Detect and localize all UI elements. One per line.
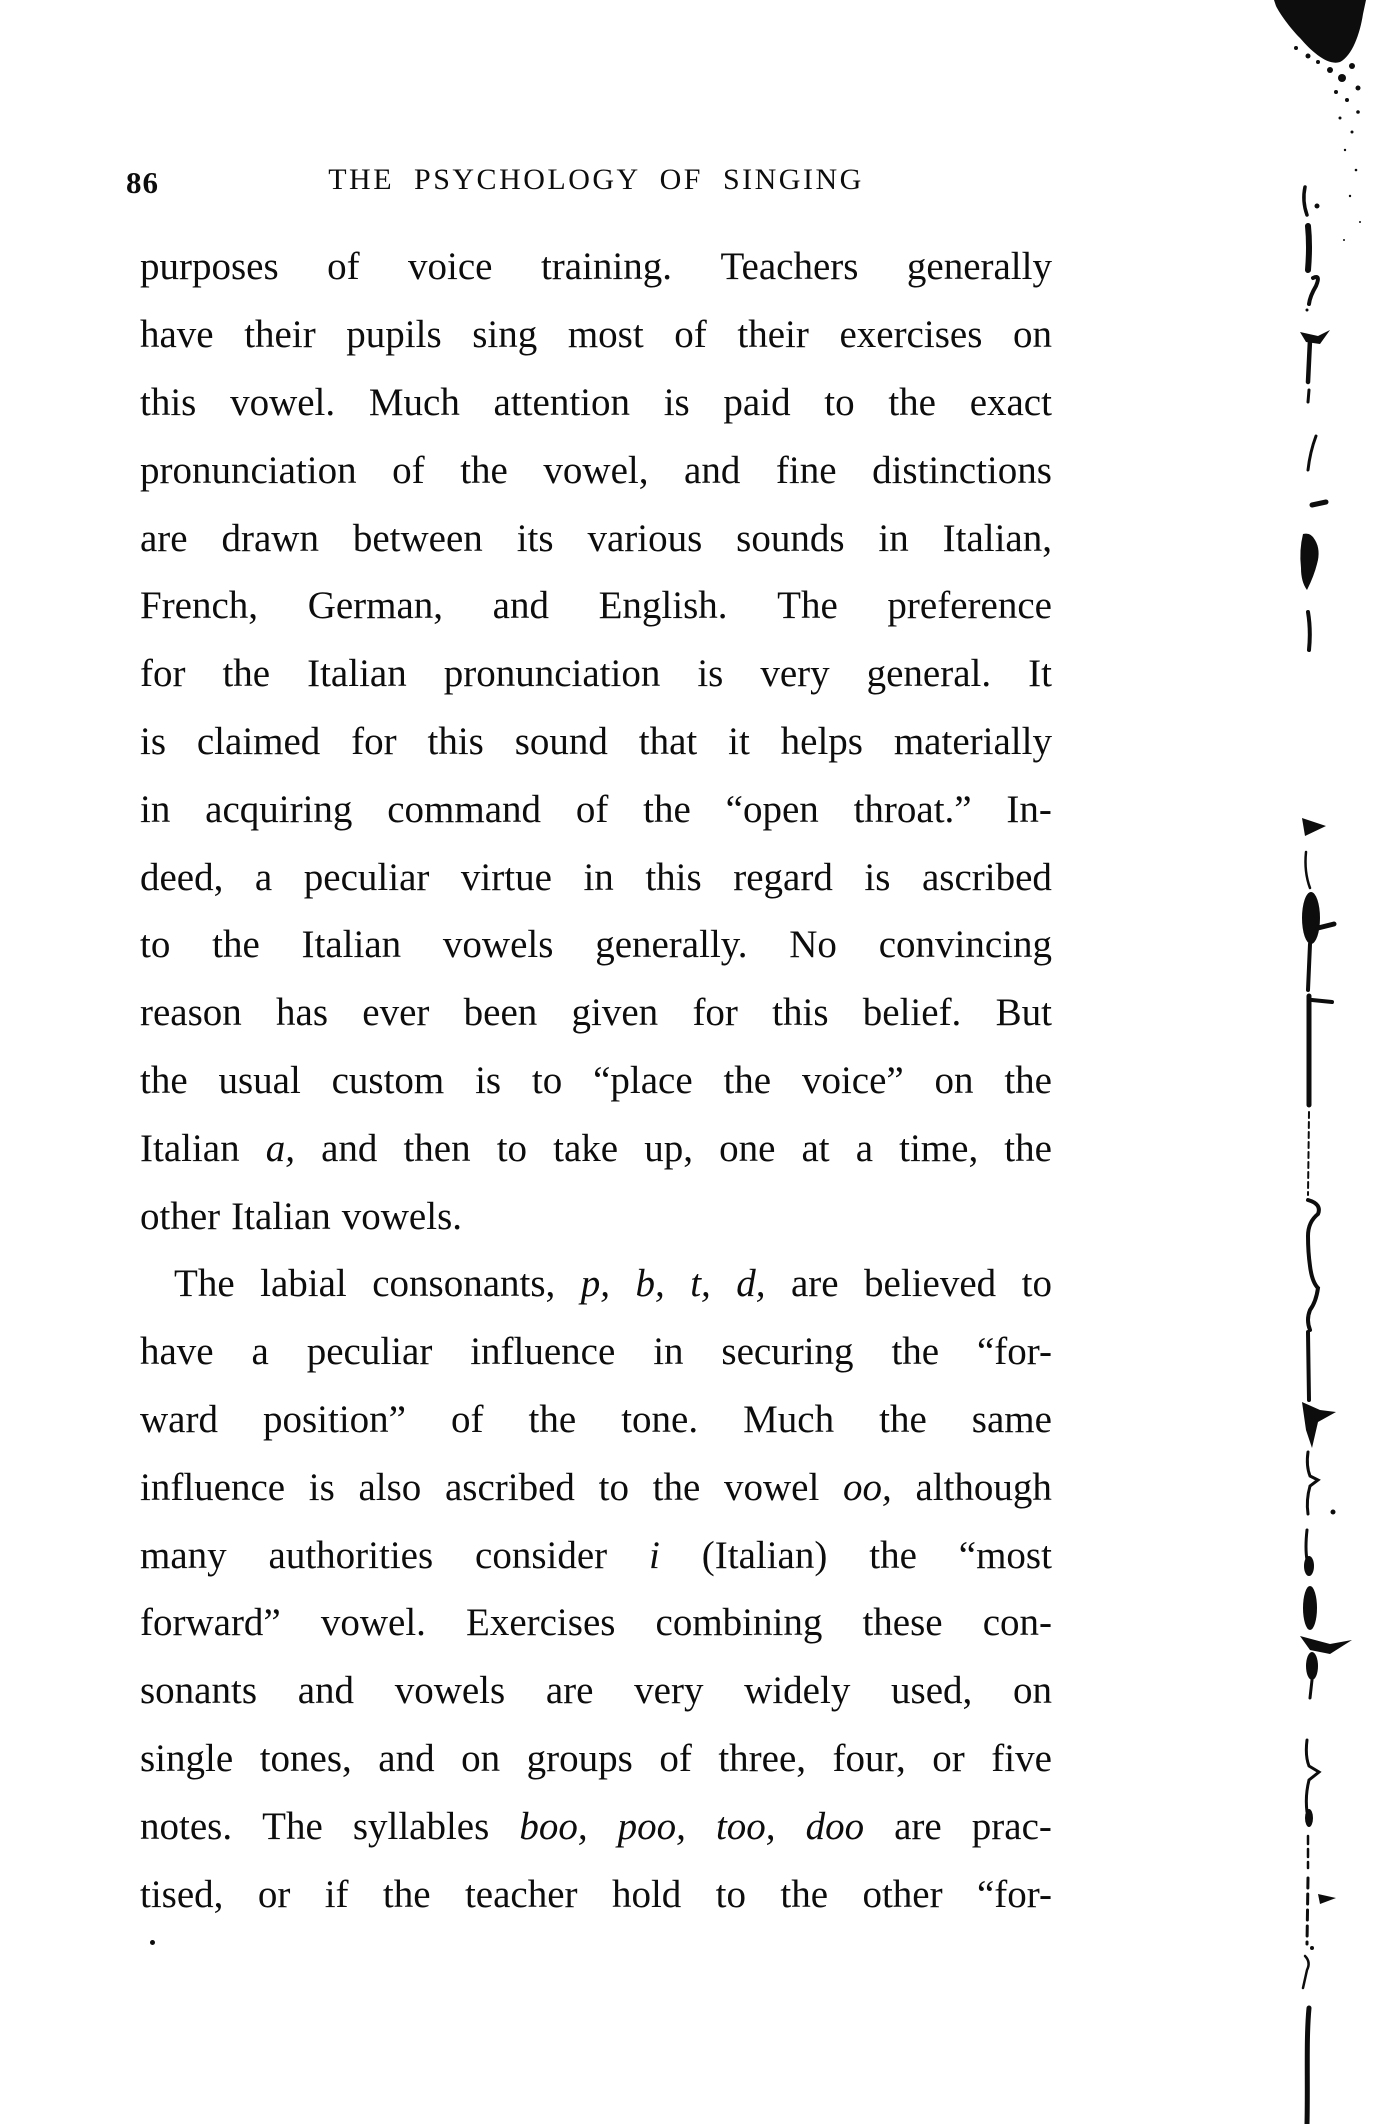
word: to: [824, 380, 855, 424]
text-line: [140, 572, 1052, 640]
word: vowel,: [543, 448, 649, 492]
word: peculiar: [303, 855, 430, 899]
word: have: [140, 1330, 214, 1374]
word: materially: [893, 719, 1052, 763]
word: tone.: [621, 1397, 699, 1441]
word: exact: [969, 380, 1052, 424]
word: time,: [899, 1126, 979, 1170]
stray-ink-dot: [150, 1940, 155, 1945]
word: general.: [866, 652, 992, 696]
word: “for-: [976, 1872, 1052, 1916]
word: purposes: [140, 245, 279, 289]
text-line: [140, 1182, 1052, 1250]
text-line: [140, 1318, 1052, 1386]
word: influence: [140, 1465, 286, 1509]
word: “place: [593, 1058, 693, 1102]
word: the: [891, 1330, 940, 1374]
page-corner-shadow: [1274, 0, 1366, 241]
word: been: [463, 991, 538, 1035]
word: is: [663, 380, 690, 424]
word: is: [864, 855, 891, 899]
word: the: [1004, 1058, 1052, 1102]
word: ascribed: [445, 1465, 575, 1509]
word: sounds: [736, 516, 845, 560]
word: five: [991, 1736, 1052, 1780]
word: consonants,: [372, 1262, 556, 1306]
word: are: [140, 516, 188, 560]
word: a: [254, 855, 273, 899]
word: pupils: [346, 313, 442, 357]
word: Much: [743, 1397, 835, 1441]
word: labial: [260, 1262, 347, 1306]
word: The: [262, 1804, 323, 1848]
word: combining: [655, 1601, 823, 1645]
word: Exercises: [466, 1601, 616, 1645]
word: sound: [514, 719, 608, 763]
word: the: [1004, 1126, 1052, 1170]
word: vowels.: [341, 1194, 463, 1238]
word: command: [387, 787, 542, 831]
word: notes.: [140, 1804, 233, 1848]
word: the: [723, 1058, 772, 1102]
word: voice: [408, 245, 493, 289]
word: to: [140, 923, 171, 967]
word: French,: [140, 584, 259, 628]
word: a: [855, 1126, 874, 1170]
word: of: [674, 313, 707, 357]
word: to: [1021, 1262, 1052, 1306]
word: are: [790, 1262, 839, 1306]
word: the: [780, 1872, 829, 1916]
word: the: [888, 380, 936, 424]
word: preference: [887, 584, 1052, 628]
word: this: [427, 719, 484, 763]
word: too,: [715, 1804, 776, 1848]
word: custom: [331, 1058, 445, 1102]
word: of: [659, 1736, 692, 1780]
word: prac-: [971, 1804, 1052, 1848]
margin-ink-line: [1300, 187, 1352, 2124]
word: same: [971, 1397, 1052, 1441]
word: the: [869, 1533, 917, 1577]
word: or: [932, 1736, 965, 1780]
word: is: [140, 719, 167, 763]
word: the: [652, 1465, 701, 1509]
word: is: [697, 652, 724, 696]
text-line: [140, 504, 1052, 572]
text-line: [140, 1453, 1052, 1521]
word: other: [140, 1194, 221, 1238]
word: at: [801, 1126, 830, 1170]
word: voice”: [801, 1058, 904, 1102]
word: up,: [644, 1126, 693, 1170]
word: Much: [368, 380, 460, 424]
word: con-: [982, 1601, 1052, 1645]
text-line: [140, 1521, 1052, 1589]
word: The: [174, 1262, 235, 1306]
word: of: [327, 245, 360, 289]
word: take: [553, 1126, 619, 1170]
word: although: [915, 1465, 1052, 1509]
word: very: [634, 1669, 704, 1713]
word: of: [575, 787, 609, 831]
word: has: [276, 991, 329, 1035]
word: to: [496, 1126, 528, 1170]
word: securing: [721, 1330, 854, 1374]
word: believed: [864, 1262, 997, 1306]
text-line: [140, 1250, 1052, 1318]
word: usual: [218, 1058, 301, 1102]
word: claimed: [196, 719, 321, 763]
word: vowel: [724, 1465, 820, 1509]
text-line: [140, 1725, 1052, 1793]
text-line: [140, 911, 1052, 979]
body-text: [140, 233, 1052, 1928]
word: (Italian): [701, 1533, 828, 1577]
word: vowel.: [230, 380, 336, 424]
word: doo: [805, 1804, 865, 1848]
word: this: [645, 855, 702, 899]
word: the: [382, 1872, 431, 1916]
word: deed,: [140, 855, 224, 899]
word: “most: [958, 1533, 1052, 1577]
word: fine: [775, 448, 837, 492]
word: t,: [690, 1262, 711, 1306]
word: of: [451, 1397, 484, 1441]
word: in: [653, 1330, 684, 1374]
word: Italian: [301, 923, 402, 967]
word: tones,: [259, 1736, 352, 1780]
text-line: [140, 843, 1052, 911]
word: also: [358, 1465, 422, 1509]
word: for: [140, 652, 186, 696]
word: the: [140, 1058, 188, 1102]
word: vowels: [442, 923, 554, 967]
running-title: THE PSYCHOLOGY OF SINGING: [328, 163, 864, 196]
text-line: [140, 1657, 1052, 1725]
word: in: [140, 787, 171, 831]
word: regard: [733, 855, 833, 899]
word: authorities: [268, 1533, 434, 1577]
text-line: [140, 369, 1052, 437]
word: throat.”: [853, 787, 972, 831]
word: one: [719, 1126, 776, 1170]
word: distinctions: [872, 448, 1052, 492]
text-line: [140, 1386, 1052, 1454]
word: vowel.: [320, 1601, 426, 1645]
word: on: [934, 1058, 974, 1102]
word: hold: [611, 1872, 682, 1916]
word: German,: [307, 584, 444, 628]
word: to: [531, 1058, 563, 1102]
word: b,: [635, 1262, 665, 1306]
word: groups: [526, 1736, 633, 1780]
word: this: [140, 380, 197, 424]
word: a,: [265, 1126, 295, 1170]
word: No: [789, 923, 837, 967]
text-line: [140, 436, 1052, 504]
word: in: [878, 516, 909, 560]
word: of: [392, 448, 425, 492]
word: sonants: [140, 1669, 257, 1713]
word: to: [715, 1872, 747, 1916]
word: sing: [472, 313, 538, 357]
text-line: [140, 233, 1052, 301]
word: forward”: [140, 1601, 281, 1645]
word: Teachers: [720, 245, 859, 289]
word: p,: [580, 1262, 610, 1306]
word: is: [475, 1058, 502, 1102]
word: given: [571, 991, 659, 1035]
word: poo,: [617, 1804, 686, 1848]
word: their: [737, 313, 809, 357]
page-number: 86: [126, 165, 159, 200]
word: In-: [1006, 787, 1052, 831]
word: the: [528, 1397, 577, 1441]
word: that: [638, 719, 698, 763]
word: paid: [723, 380, 791, 424]
text-line: [140, 979, 1052, 1047]
word: influence: [470, 1330, 616, 1374]
word: if: [324, 1872, 349, 1916]
word: or: [257, 1872, 291, 1916]
word: generally: [906, 245, 1052, 289]
text-line: [140, 775, 1052, 843]
word: “for-: [976, 1330, 1052, 1374]
word: d,: [736, 1262, 766, 1306]
word: Italian: [307, 652, 407, 696]
word: teacher: [464, 1872, 578, 1916]
margin-artifacts: [1256, 0, 1384, 2124]
word: reason: [140, 991, 242, 1035]
word: many: [140, 1533, 227, 1577]
word: the: [222, 652, 271, 696]
word: ever: [362, 991, 430, 1035]
word: it: [728, 719, 750, 763]
word: vowels: [394, 1669, 506, 1713]
word: attention: [493, 380, 630, 424]
text-line: [140, 708, 1052, 776]
text-line: [140, 301, 1052, 369]
text-line: [140, 1860, 1052, 1928]
word: are: [894, 1804, 942, 1848]
word: on: [1012, 1669, 1052, 1713]
word: i: [649, 1533, 660, 1577]
word: It: [1028, 652, 1052, 696]
word: on: [1012, 313, 1052, 357]
word: belief.: [862, 991, 962, 1035]
word: exercises: [839, 313, 983, 357]
word: The: [777, 584, 838, 628]
page-header: [126, 163, 1052, 203]
word: in: [583, 855, 614, 899]
word: Italian: [231, 1194, 331, 1238]
word: very: [760, 652, 830, 696]
text-line: [140, 1114, 1052, 1182]
word: consider: [475, 1533, 608, 1577]
word: Italian: [140, 1126, 240, 1170]
word: to: [598, 1465, 629, 1509]
text-line: [140, 1589, 1052, 1657]
word: have: [140, 313, 214, 357]
word: peculiar: [306, 1330, 433, 1374]
word: other: [862, 1872, 943, 1916]
word: drawn: [221, 516, 319, 560]
word: acquiring: [205, 787, 353, 831]
word: a: [251, 1330, 269, 1374]
word: tised,: [140, 1872, 224, 1916]
word: helps: [780, 719, 863, 763]
text-line: [140, 1792, 1052, 1860]
word: its: [516, 516, 554, 560]
word: four,: [832, 1736, 906, 1780]
word: generally.: [595, 923, 748, 967]
word: oo,: [843, 1465, 892, 1509]
text-line: [140, 640, 1052, 708]
word: convincing: [878, 923, 1052, 967]
word: are: [545, 1669, 594, 1713]
word: these: [862, 1601, 943, 1645]
word: Italian,: [942, 516, 1052, 560]
word: and: [684, 448, 741, 492]
word: pronunciation: [443, 652, 661, 696]
word: and: [492, 584, 549, 628]
word: position”: [262, 1397, 406, 1441]
word: for: [692, 991, 738, 1035]
word: training.: [540, 245, 672, 289]
word: virtue: [460, 855, 552, 899]
word: their: [244, 313, 316, 357]
word: between: [352, 516, 483, 560]
word: “open: [725, 787, 819, 831]
word: boo,: [519, 1804, 588, 1848]
word: various: [587, 516, 703, 560]
word: on: [461, 1736, 501, 1780]
word: three,: [718, 1736, 807, 1780]
word: the: [643, 787, 691, 831]
word: the: [212, 923, 260, 967]
word: used,: [891, 1669, 973, 1713]
word: most: [567, 313, 644, 357]
word: But: [995, 991, 1052, 1035]
word: and: [297, 1669, 354, 1713]
word: English.: [598, 584, 728, 628]
word: pronunciation: [140, 448, 357, 492]
text-line: [140, 1047, 1052, 1115]
word: and: [321, 1126, 378, 1170]
word: and: [378, 1736, 435, 1780]
word: single: [140, 1736, 234, 1780]
word: ascribed: [921, 855, 1052, 899]
word: syllables: [352, 1804, 490, 1848]
word: the: [460, 448, 508, 492]
word: then: [403, 1126, 471, 1170]
word: the: [879, 1397, 927, 1441]
word: ward: [140, 1397, 218, 1441]
word: widely: [744, 1669, 851, 1713]
word: for: [351, 719, 397, 763]
word: this: [772, 991, 829, 1035]
word: is: [308, 1465, 335, 1509]
